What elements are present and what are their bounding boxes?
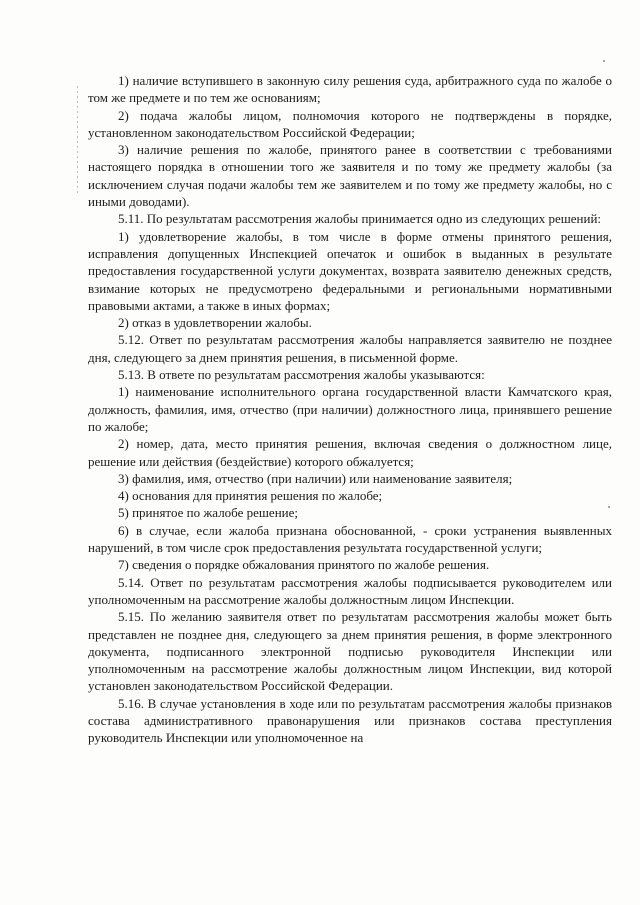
paragraph: 7) сведения о порядке обжалования принятого по жалобе решения. (118, 557, 490, 573)
paragraph: 1) удовлетворение жалобы, в том числе в форме отмены принятого решения, исправления допущенных Инспекцией опечаток и ошибок в выданных в результате предоставления государственной услуги документах, возврата заявителю денежных средств, взимание которых не предусмотрено федеральными и региональными нормативными правовыми актами, а также в иных формах; (88, 228, 612, 313)
paragraph: 5.12. Ответ по результатам рассмотрения жалобы направляется заявителю не позднее дня, следующего за днем принятия решения, в письменной форме. (88, 332, 612, 365)
paragraph: 6) в случае, если жалоба признана обоснованной, - сроки устранения выявленных нарушений, в том числе срок предоставления результата государственной услуги; (88, 522, 612, 556)
paragraph: 1) наличие вступившего в законную силу решения суда, арбитражного суда по жалобе о том же предмете и по тем же основаниям; (88, 73, 612, 106)
paragraph: 2) подача жалобы лицом, полномочия которого не подтверждены в порядке, установленном законодательством Российской Федерации; (88, 107, 612, 140)
scan-speck (603, 60, 605, 62)
paragraph: 2) номер, дата, место принятия решения, включая сведения о должностном лице, решение или действия (бездействие) которого обжалуется; (88, 436, 612, 469)
paragraph: 5.16. В случае установления в ходе или по результатам рассмотрения жалобы признаков состава административного правонарушения или признаков состава преступления руководитель Инспекции или уполномоченное на (88, 695, 612, 746)
paragraph: 2) отказ в удовлетворении жалобы. (118, 315, 312, 331)
paragraph: 3) фамилия, имя, отчество (при наличии) или наименование заявителя; (118, 470, 513, 486)
paragraph: 5.11. По результатам рассмотрения жалобы принимается одно из следующих решений: (118, 211, 602, 227)
binding-shadow (77, 86, 78, 194)
paragraph: 4) основания для принятия решения по жалобе; (118, 488, 383, 504)
paragraph: 5.14. Ответ по результатам рассмотрения жалобы подписывается руководителем или уполномоченным на рассмотрение жалобы должностным лицом Инспекции. (88, 574, 612, 607)
paragraph: 1) наименование исполнительного органа государственной власти Камчатского края, должность, фамилия, имя, отчество (при наличии) должностного лица, принявшего решение по жалобе; (88, 384, 612, 434)
paragraph: 5.15. По желанию заявителя ответ по результатам рассмотрения жалобы может быть представлен не позднее дня, следующего за днем принятия решения, в форме электронного документа, подписанного электронной подписью руководителя Инспекции или уполномоченным на рассмотрение жалобы должностным лицом Инспекции, вид которой установлен законодательством Российской Федерации. (88, 609, 612, 694)
paragraph: 5) принятое по жалобе решение; (118, 505, 298, 521)
document-body (88, 72, 612, 747)
paragraph: 3) наличие решения по жалобе, принятого ранее в соответствии с требованиями настоящего порядка в отношении того же заявителя и по тому же предмету жалобы (за исключением случая подачи жалобы тем же заявителем и по тому же предмету жалобы, но с иными доводами). (88, 142, 612, 210)
paragraph: 5.13. В ответе по результатам рассмотрения жалобы указываются: (118, 367, 485, 383)
